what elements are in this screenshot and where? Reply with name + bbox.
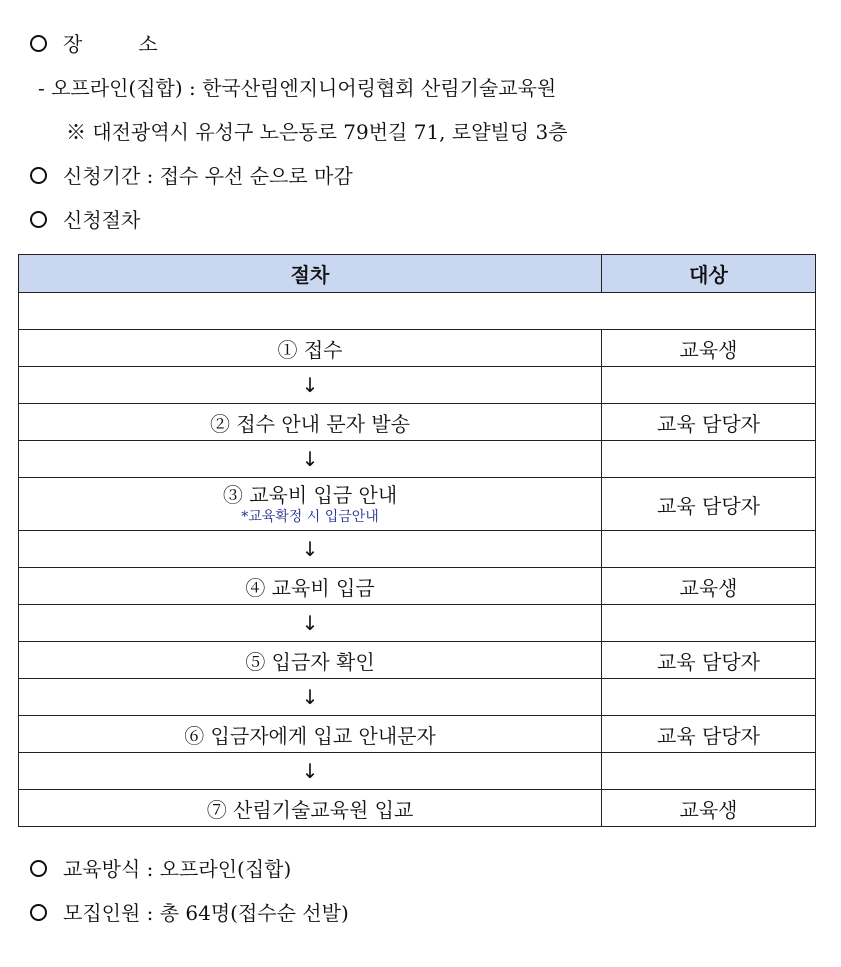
procedure-heading [30,206,140,234]
table-row [19,642,816,679]
step-cell: ⑦ 산림기술교육원 입교 [19,790,602,827]
table-header-row [19,255,816,293]
arrow-target-cell [602,367,816,404]
table-row [19,478,816,531]
arrow-row [19,441,816,478]
table-row [19,568,816,605]
target-cell: 교육생 [602,330,816,367]
arrow-target-cell [602,605,816,642]
step-cell: ① 접수 [19,330,602,367]
arrow-cell [19,441,602,478]
circle-bullet-icon [30,35,47,52]
down-arrow-icon: ↓ [301,685,319,709]
header-target: 대상 [602,255,816,293]
target-cell: 교육생 [602,790,816,827]
arrow-cell [19,679,602,716]
step-cell: ④ 교육비 입금 [19,568,602,605]
recruit-text: 모집인원 : 총 64명(접수순 선발) [63,901,349,925]
circle-bullet-icon [30,904,47,921]
arrow-cell [19,367,602,404]
down-arrow-icon: ↓ [301,759,319,783]
arrow-target-cell [602,531,816,568]
circle-bullet-icon [30,211,47,228]
arrow-row [19,605,816,642]
method-text: 교육방식 : 오프라인(집합) [63,857,292,881]
circle-bullet-icon [30,167,47,184]
arrow-target-cell [602,441,816,478]
empty-cell [19,293,816,330]
down-arrow-icon: ↓ [301,537,319,561]
step-cell [19,478,602,531]
target-cell: 교육 담당자 [602,478,816,531]
arrow-row [19,367,816,404]
arrow-cell [19,531,602,568]
arrow-target-cell [602,679,816,716]
target-cell: 교육 담당자 [602,404,816,441]
header-procedure: 절차 [19,255,602,293]
step-cell: ⑥ 입금자에게 입교 안내문자 [19,716,602,753]
offline-line: - 오프라인(집합) : 한국산림엔지니어링협회 산림기술교육원 [38,76,557,100]
table-row [19,330,816,367]
step-cell: ⑤ 입금자 확인 [19,642,602,679]
place-label-b: 소 [138,32,158,56]
period-line [30,162,353,190]
arrow-cell [19,605,602,642]
table-row [19,404,816,441]
arrow-row [19,753,816,790]
place-label-a: 장 [63,32,83,56]
arrow-row [19,679,816,716]
down-arrow-icon: ↓ [301,373,319,397]
period-text: 신청기간 : 접수 우선 순으로 마감 [63,164,353,188]
arrow-row [19,531,816,568]
table-row [19,790,816,827]
target-cell: 교육생 [602,568,816,605]
circle-bullet-icon [30,860,47,877]
procedure-title: 신청절차 [63,208,141,232]
recruit-line [30,899,349,927]
target-cell: 교육 담당자 [602,716,816,753]
procedure-table [18,254,816,827]
target-cell: 교육 담당자 [602,642,816,679]
arrow-target-cell [602,753,816,790]
table-row-empty [19,293,816,330]
step-note: *교육확정 시 입금안내 [241,509,379,525]
arrow-cell [19,753,602,790]
place-heading [30,30,158,58]
step-cell: ② 접수 안내 문자 발송 [19,404,602,441]
method-line [30,855,291,883]
step-text: ③ 교육비 입금 안내 [222,483,398,507]
down-arrow-icon: ↓ [301,611,319,635]
down-arrow-icon: ↓ [301,447,319,471]
address-line: ※ 대전광역시 유성구 노은동로 79번길 71, 로얄빌딩 3층 [66,120,568,144]
table-row [19,716,816,753]
